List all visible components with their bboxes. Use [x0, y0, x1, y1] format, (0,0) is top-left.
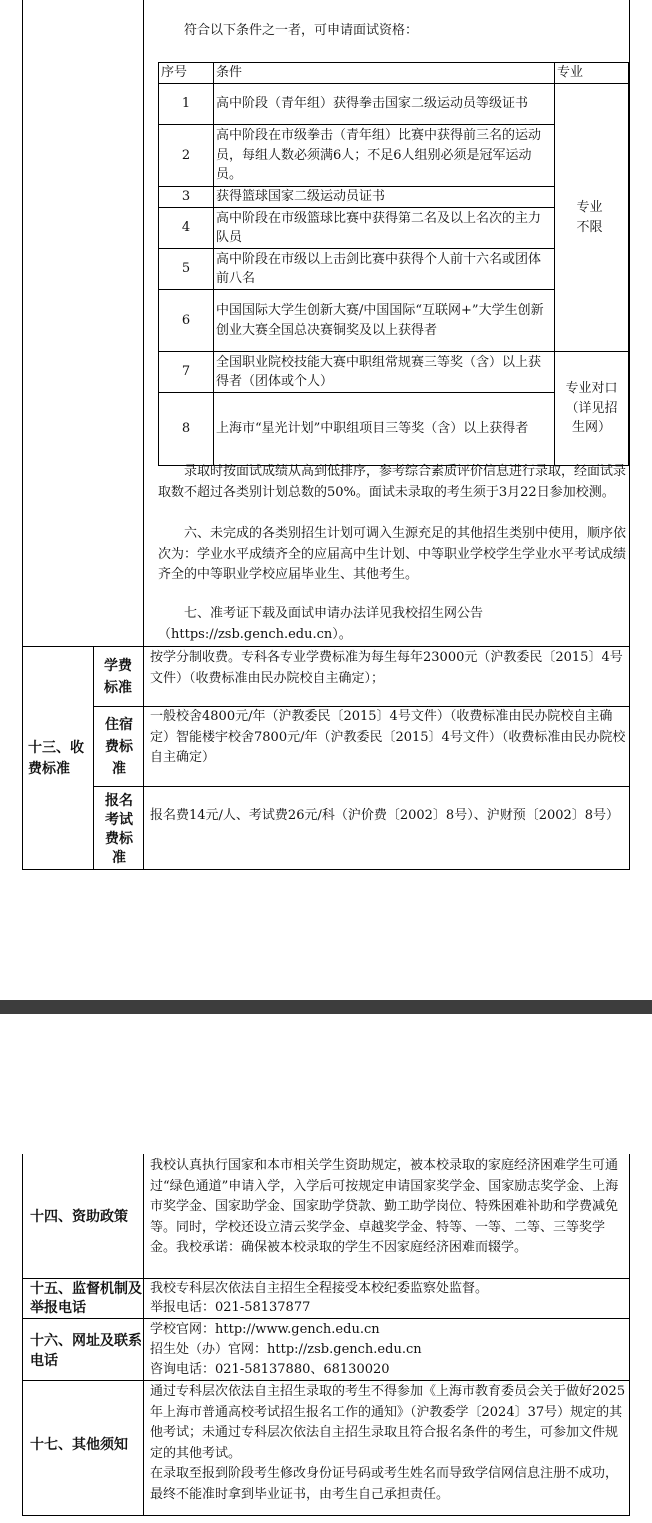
row-condition: 中国国际大学生创新大赛/中国国际“互联网+”大学生创新创业大赛全国总决赛铜奖及以上获得者 [214, 290, 555, 352]
page-separator [0, 1000, 652, 1014]
row-no: 2 [159, 125, 214, 187]
border-col [143, 1154, 144, 1516]
exam-fee-label: 报名考试费标准 [105, 793, 133, 866]
row-condition: 上海市“星光计划”中职组项目三等奖（含）以上获得者 [214, 393, 555, 466]
header-major: 专业 [555, 63, 629, 84]
section17-text1: 通过专科层次依法自主招生录取的考生不得参加《上海市教育委员会关于做好2025年上海市普通高校考试招生报名工作的通知》（沪教委学〔2024〕37号）规定的其他考试；未通过专科层次依法自主招生录取且符合报名条件的考生，可参加文件规定的其他考试。 [150, 1384, 626, 1461]
intro-text: 符合以下条件之一者，可申请面试资格： [184, 23, 419, 38]
row-condition: 高中阶段在市级拳击（青年组）比赛中获得前三名的运动员，每组人数必须满6人；不足6人组别必须是冠军运动员。 [214, 125, 555, 187]
section16-title: 十六、网址及联系电话 [30, 1333, 142, 1369]
row-no: 5 [159, 249, 214, 290]
section17-text2: 在录取至报到阶段考生修改身份证号码或考生姓名而导致学信网信息注册不成功，最终不能准时拿到毕业证书，由考生自己承担责任。 [150, 1466, 619, 1502]
divider-section16 [22, 1318, 630, 1319]
border-col [143, 0, 144, 870]
header-condition: 条件 [214, 63, 555, 84]
row-no: 8 [159, 393, 214, 466]
divider-lodging [93, 786, 630, 787]
admission-paragraph: 录取时按面试成绩从高到低排序，参考综合素质评价信息进行录取，经面试录取数不超过各类别计划总数的50%。面试未录取的考生须于3月22日参加校测。 [158, 464, 627, 500]
row-no: 1 [159, 84, 214, 125]
lodging-label: 住宿费标准 [105, 717, 133, 777]
major-unrestricted: 专业不限 [555, 84, 629, 352]
border-bottom [22, 1515, 630, 1516]
section15-title: 十五、监督机制及举报电话 [30, 1281, 142, 1316]
row-condition: 高中阶段在市级以上击剑比赛中获得个人前十六名或团体前八名 [214, 249, 555, 290]
conditions-table [158, 62, 629, 466]
lodging-text: 一般校舍4800元/年（沪教委民〔2015〕4号文件）（收费标准由民办院校自主确定）智能楼宇校舍7800元/年（沪教委民〔2015〕4号文件）（收费标准由民办院校自主确定） [150, 709, 626, 765]
section16-line3: 咨询电话：021-58137880、68130020 [150, 1362, 390, 1377]
row-no: 7 [159, 352, 214, 393]
divider-section13 [22, 646, 630, 647]
table-header [159, 63, 629, 84]
major-matched: 专业对口（详见招生网） [555, 352, 629, 466]
border-right [629, 0, 630, 870]
section16-line2: 招生处（办）官网：http://zsb.gench.edu.cn [150, 1342, 422, 1357]
tuition-label: 学费标准 [104, 658, 132, 696]
header-no: 序号 [159, 63, 214, 84]
section16-line1: 学校官网：http://www.gench.edu.cn [150, 1322, 380, 1337]
section15-line1: 我校专科层次依法自主招生全程接受本校纪委监察处监督。 [150, 1281, 489, 1296]
table-row [159, 352, 629, 393]
row-condition: 获得篮球国家二级运动员证书 [214, 187, 555, 208]
exam-fee-text: 报名费14元/人、考试费26元/科（沪价费〔2002〕8号）、沪财预〔2002〕8号） [150, 808, 620, 823]
row-condition: 全国职业院校技能大赛中职组常规赛三等奖（含）以上获得者（团体或个人） [214, 352, 555, 393]
row-no: 6 [159, 290, 214, 352]
row-no: 3 [159, 187, 214, 208]
border-bottom [22, 869, 630, 870]
border-left [22, 0, 23, 870]
paragraph-seven: 七、准考证下载及面试申请办法详见我校招生网公告（https://zsb.gench.edu.cn）。 [158, 606, 484, 642]
border-subcol [93, 646, 94, 870]
section13-title: 十三、收费标准 [28, 740, 84, 777]
section15-line2: 举报电话：021-58137877 [150, 1300, 311, 1315]
divider-section17 [22, 1380, 630, 1381]
page-two [0, 1014, 652, 1523]
section17-title: 十七、其他须知 [30, 1437, 128, 1453]
tuition-text: 按学分制收费。专科各专业学费标准为每生每年23000元（沪教委民〔2015〕4号文件）（收费标准由民办院校自主确定）； [150, 650, 623, 686]
border-right [629, 1154, 630, 1516]
section14-text: 我校认真执行国家和本市相关学生资助规定，被本校录取的家庭经济困难学生可通过“绿色通道”申请入学，入学后可按规定申请国家奖学金、国家励志奖学金、上海市奖学金、国家助学金、国家助学贷款、勤工助学岗位、特殊困难补助和学费减免等。同时，学校还设立清云奖学金、卓越奖学金、特等、一等、二等、三等奖学金。我校承诺：确保被本校录取的学生不因家庭经济困难而辍学。 [150, 1158, 619, 1255]
table-row [159, 84, 629, 125]
row-no: 4 [159, 208, 214, 249]
border-left [22, 1154, 23, 1516]
row-condition: 高中阶段在市级篮球比赛中获得第二名及以上名次的主力队员 [214, 208, 555, 249]
row-condition: 高中阶段（青年组）获得拳击国家二级运动员等级证书 [214, 84, 555, 125]
paragraph-six: 六、未完成的各类别招生计划可调入生源充足的其他招生类别中使用，顺序依次为：学业水平成绩齐全的应届高中生计划、中等职业学校学生学业水平考试成绩齐全的中等职业学校应届毕业生、其他考生。 [158, 526, 627, 582]
section14-title: 十四、资助政策 [30, 1209, 128, 1225]
